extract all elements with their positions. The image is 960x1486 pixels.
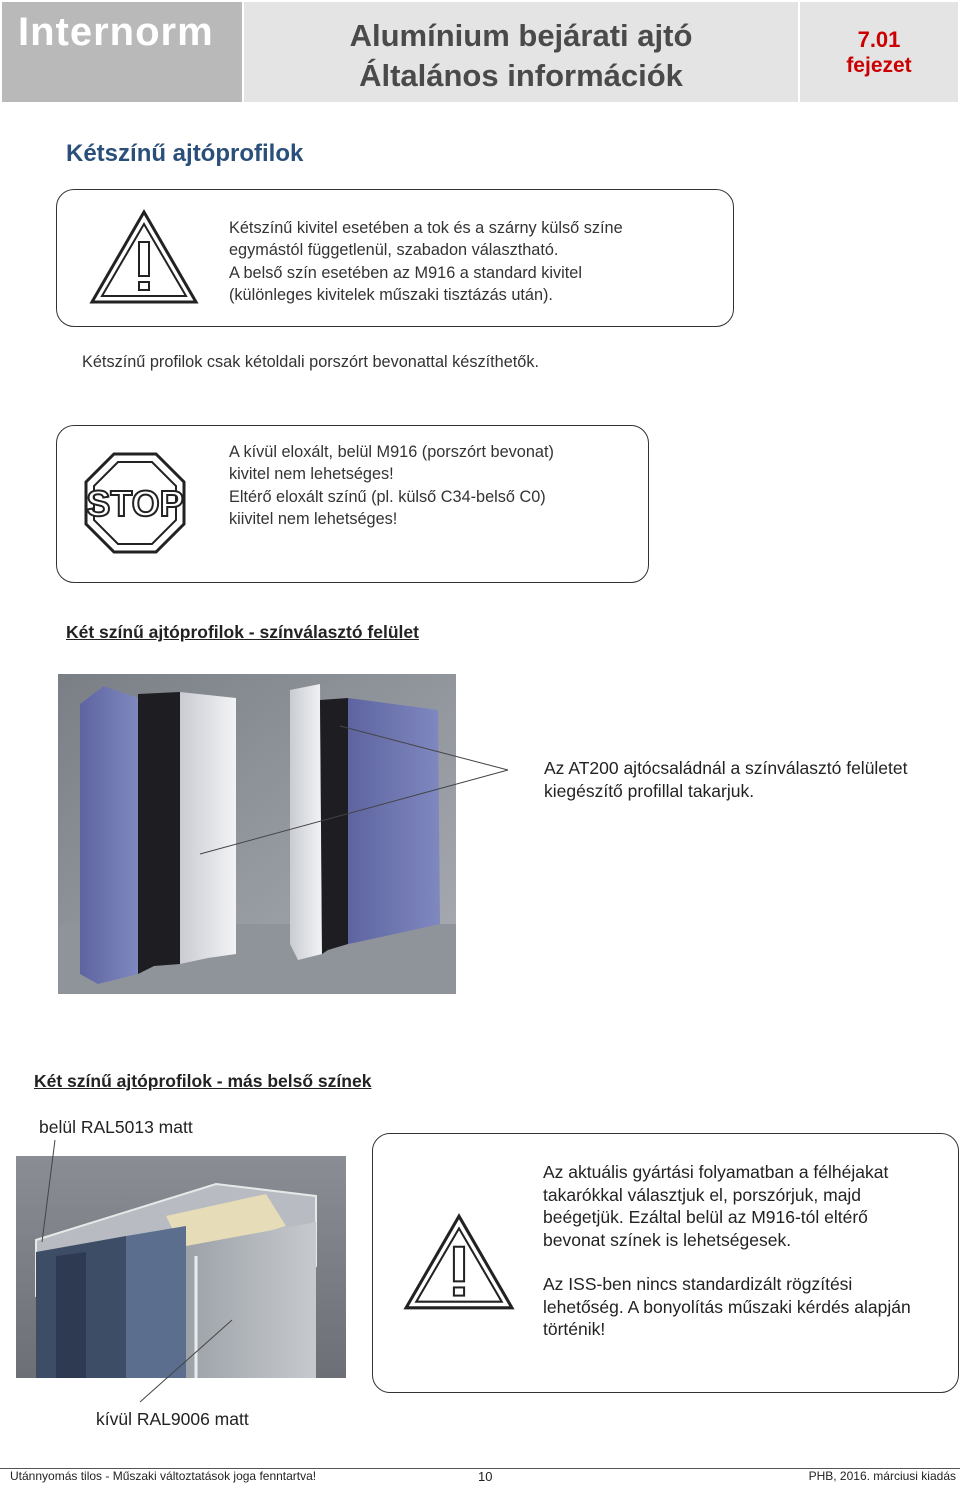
page-title: Kétszínű ajtóprofilok [66, 140, 304, 167]
warning1-line: (különleges kivitelek műszaki tisztázás után). [229, 286, 553, 305]
section2-para2-line: Az ISS-ben nincs standardizált rögzítési [543, 1274, 853, 1294]
stop-line: A kívül eloxált, belül M916 (porszórt bevonat) [229, 443, 554, 461]
header-title-line1: Alumínium bejárati ajtó [349, 18, 693, 53]
note1: Kétszínű profilok csak kétoldali porszórt bevonattal készíthetők. [82, 353, 540, 371]
section1-heading: Két színű ajtóprofilok - színválasztó felület [66, 622, 419, 642]
warning-triangle-icon [402, 1212, 516, 1312]
footer-right: PHB, 2016. márciusi kiadás [808, 1469, 956, 1483]
warning1-line: Kétszínű kivitel esetében a tok és a szárny külső színe [229, 219, 623, 237]
warning1-line: A belső szín esetében az M916 a standard kivitel [229, 263, 582, 282]
stop-sign-text: STOP [86, 483, 184, 524]
label-outside-color: kívül RAL9006 matt [96, 1409, 249, 1429]
section2-para2 [543, 1273, 911, 1341]
stop-line: kivitel nem lehetséges! [229, 465, 394, 484]
stop-line: Eltérő eloxált színű (pl. külső C34-belső C0) [229, 487, 546, 506]
section2-heading: Két színű ajtóprofilok - más belső színek [34, 1071, 372, 1091]
footer-left: Utánnyomás tilos - Műszaki változtatások joga fenntartva! [10, 1469, 317, 1483]
section2-para1-line: takarókkal választjuk el, porszórjuk, majd [543, 1184, 862, 1205]
warning1-line: egymástól függetlenül, szabadon választható. [229, 241, 559, 260]
label-inside-color: belül RAL5013 matt [39, 1117, 193, 1137]
chapter-number: 7.01 [857, 27, 901, 52]
chapter-word: fejezet [846, 54, 912, 77]
stop-line: kiivitel nem lehetséges! [229, 510, 398, 529]
logo-text: Internorm [18, 10, 214, 54]
section2-para1-line: bevonat színek is lehetségesek. [543, 1229, 792, 1250]
section1-caption-line: kiegészítő profillal takarjuk. [544, 780, 755, 801]
section2-para2-line: lehetőség. A bonyolítás műszaki kérdés alapján [543, 1296, 911, 1317]
footer-page-number: 10 [478, 1469, 493, 1484]
section2-para1-line: Az aktuális gyártási folyamatban a félhéjakat [543, 1162, 889, 1182]
section2-para2-line: történik! [543, 1319, 606, 1340]
section2-para1-line: beégetjük. Ezáltal belül az M916-tól eltérő [543, 1207, 868, 1228]
header-title-line2: Általános információk [359, 58, 683, 93]
section1-caption-line: Az AT200 ajtócsaládnál a színválasztó felületet [544, 758, 908, 778]
section2-para1 [543, 1161, 888, 1251]
